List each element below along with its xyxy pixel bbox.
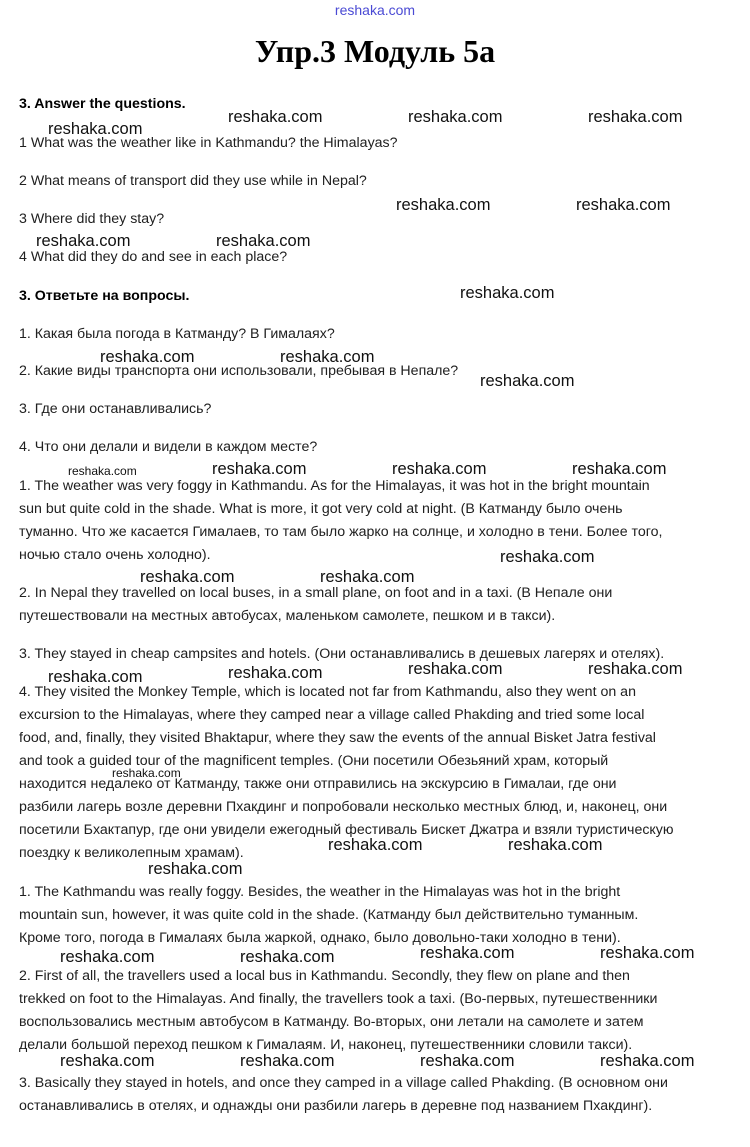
watermark: reshaka.com (228, 108, 323, 126)
watermark: reshaka.com (576, 196, 671, 214)
text-line: путешествовали на местных автобусах, маленьком самолете, пешком и в такси). (19, 608, 556, 624)
watermark: reshaka.com (36, 232, 131, 250)
text-line: ночью стало очень холодно). (19, 547, 211, 563)
watermark: reshaka.com (148, 860, 243, 878)
text-line: 1. The Kathmandu was really foggy. Besides, the weather in the Himalayas was hot in the bright (19, 884, 621, 900)
watermark: reshaka.com (396, 196, 491, 214)
watermark: reshaka.com (420, 1052, 515, 1070)
watermark: reshaka.com (228, 664, 323, 682)
watermark: reshaka.com (48, 668, 143, 686)
watermark: reshaka.com (48, 120, 143, 138)
watermark: reshaka.com (212, 460, 307, 478)
text-line: excursion to the Himalayas, where they camped near a village called Phakding and tried some local (19, 707, 645, 723)
text-line: туманно. Что же касается Гималаев, то там было жарко на солнце, и холодно в тени. Более того, (19, 524, 663, 540)
watermark: reshaka.com (216, 232, 311, 250)
watermark: reshaka.com (588, 108, 683, 126)
watermark: reshaka.com (280, 348, 375, 366)
watermark: reshaka.com (408, 660, 503, 678)
text-line: 3 Where did they stay? (19, 211, 165, 227)
text-line: находится недалеко от Катманду, также они отправились на экскурсию в Гималаи, где они (19, 776, 617, 792)
text-line: 1. The weather was very foggy in Kathmandu. As for the Himalayas, it was hot in the bright mountain (19, 478, 650, 494)
text-line: разбили лагерь возле деревни Пхакдинг и попробовали несколько местных блюд, и, наконец, они (19, 799, 668, 815)
watermark: reshaka.com (68, 464, 137, 478)
watermark: reshaka.com (588, 660, 683, 678)
watermark: reshaka.com (600, 1052, 695, 1070)
text-line: 3. Basically they stayed in hotels, and once they camped in a village called Phakding. (В основном они (19, 1075, 668, 1091)
text-line: делали большой переход пешком к Гималаям. И, наконец, путешественники словили такси). (19, 1037, 633, 1053)
text-line: останавливались в отелях, и однажды они разбили лагерь в деревне под названием Пхакдинг). (19, 1098, 653, 1114)
text-line: 4. Что они делали и видели в каждом месте? (19, 439, 318, 455)
watermark: reshaka.com (572, 460, 667, 478)
watermark: reshaka.com (60, 948, 155, 966)
text-line: 1 What was the weather like in Kathmandu? the Himalayas? (19, 135, 398, 151)
text-line: 2. In Nepal they travelled on local buses, in a small plane, on foot and in a taxi. (В Непале они (19, 585, 613, 601)
text-line: 3. Ответьте на вопросы. (19, 288, 190, 304)
text-line: 3. They stayed in cheap campsites and hotels. (Они останавливались в дешевых лагерях и отелях). (19, 646, 665, 662)
watermark: reshaka.com (408, 108, 503, 126)
text-line: and took a guided tour of the magnificent temples. (Они посетили Обезьяний храм, который (19, 753, 609, 769)
watermark: reshaka.com (460, 284, 555, 302)
watermark: reshaka.com (240, 1052, 335, 1070)
watermark: reshaka.com (600, 944, 695, 962)
watermark: reshaka.com (100, 348, 195, 366)
watermark: reshaka.com (140, 568, 235, 586)
text-line: food, and, finally, they visited Bhaktapur, where they saw the events of the annual Bisket Jatra festival (19, 730, 656, 746)
text-line: 1. Какая была погода в Катманду? В Гималаях? (19, 326, 335, 342)
page-title: Упр.3 Модуль 5а (254, 33, 496, 69)
watermark: reshaka.com (500, 548, 595, 566)
text-line: 2 What means of transport did they use while in Nepal? (19, 173, 367, 189)
text-line: sun but quite cold in the shade. What is more, it got very cold at night. (В Катманду было очень (19, 501, 623, 517)
watermark: reshaka.com (112, 766, 181, 780)
text-line: 3. Где они останавливались? (19, 401, 212, 417)
text-line: 3. Answer the questions. (19, 96, 186, 112)
watermark: reshaka.com (508, 836, 603, 854)
text-line: посетили Бхактапур, где они увидели ежегодный фестиваль Бискет Джатра и взяли туристическую (19, 822, 674, 838)
text-line: 4 What did they do and see in each place? (19, 249, 288, 265)
watermark: reshaka.com (420, 944, 515, 962)
watermark: reshaka.com (392, 460, 487, 478)
text-line: 2. Какие виды транспорта они использовали, пребывая в Непале? (19, 363, 459, 379)
text-line: 4. They visited the Monkey Temple, which is located not far from Kathmandu, also they went on an (19, 684, 636, 700)
watermark: reshaka.com (60, 1052, 155, 1070)
text-line: 2. First of all, the travellers used a local bus in Kathmandu. Secondly, they flew on plane and then (19, 968, 630, 984)
watermark: reshaka.com (240, 948, 335, 966)
text-line: trekked on foot to the Himalayas. And finally, the travellers took a taxi. (Во-первых, путешественники (19, 991, 658, 1007)
site-header[interactable]: reshaka.com (334, 2, 416, 18)
watermark: reshaka.com (328, 836, 423, 854)
text-line: воспользовались местным автобусом в Катманду. Во-вторых, они летали на самолете и затем (19, 1014, 644, 1030)
watermark: reshaka.com (320, 568, 415, 586)
watermark: reshaka.com (480, 372, 575, 390)
text-line: поездку к великолепным храмам). (19, 845, 244, 861)
text-line: Кроме того, погода в Гималаях была жаркой, однако, было довольно-таки холодно в тени). (19, 930, 621, 946)
text-line: mountain sun, however, it was quite cold in the shade. (Катманду был действительно туманным. (19, 907, 639, 923)
